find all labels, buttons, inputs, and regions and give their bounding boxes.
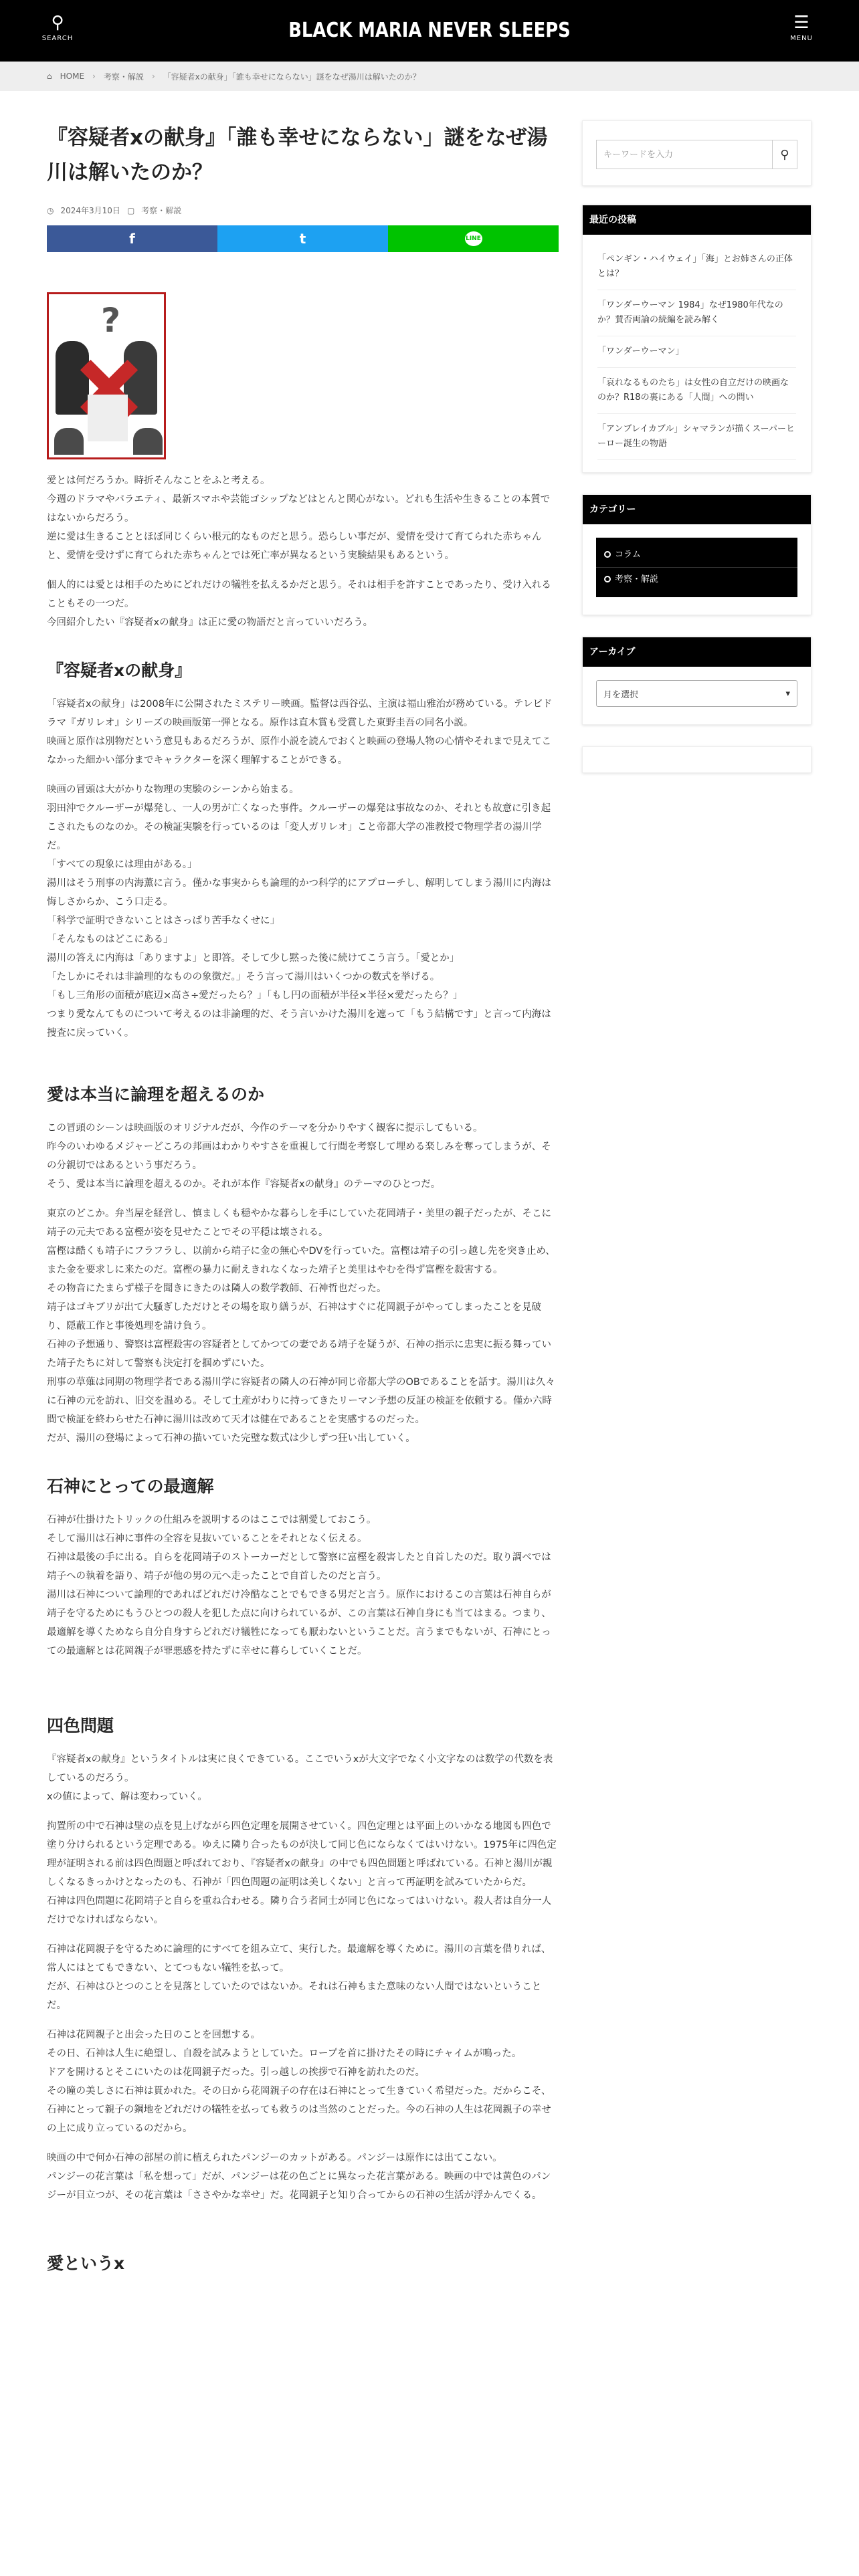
line-share-button[interactable] [388, 225, 559, 252]
home-icon: ⌂ [47, 72, 52, 81]
twitter-share-button[interactable] [217, 225, 388, 252]
search-label: SEARCH [41, 35, 74, 42]
paragraph: その物音にたまらず様子を聞きにきたのは隣人の数学教師、石神哲也だった。 [47, 1283, 387, 1294]
article-body [47, 471, 559, 2276]
paragraph: 石神が仕掛けたトリックの仕組みを説明するのはここでは割愛しておこう。 [47, 1515, 377, 1525]
facebook-icon: f [129, 231, 135, 247]
search-submit-button[interactable] [773, 140, 797, 169]
article [47, 120, 559, 2276]
site-title-link[interactable]: BLACK MARIA NEVER SLEEPS [288, 19, 571, 42]
search-input[interactable] [596, 140, 773, 169]
paragraph: 石神は花岡親子を守るために論理的にすべてを組み立て、実行した。最適解を導くために。湯川の言葉を借りれば、常人にはとてもできない、とてつもない犠牲を払って。 [47, 1944, 551, 1973]
breadcrumb-home-link[interactable]: HOME [60, 72, 85, 81]
widget-title: アーカイブ [583, 637, 811, 667]
paragraph: 映画と原作は別物だという意見もあるだろうが、原作小説を読んでおくと映画の登場人物の心情やそれまで見えてこなかった細かい部分までキャラクターを深く理解することができる。 [47, 736, 551, 766]
paragraph: 石神は四色問題に花岡靖子と自らを重ね合わせる。隣り合う者同士が同じ色になってはいけない。殺人者は自分一人だけでなければならない。 [47, 1896, 551, 1925]
post-date: 2024年3月10日 [60, 206, 120, 215]
chevron-down-icon: ▾ [785, 688, 790, 699]
section-heading: 愛というx [47, 2254, 125, 2273]
paragraph: 「科学で証明できないことはさっぱり苦手なくせに」 [47, 916, 280, 926]
site-header [0, 0, 859, 62]
recent-post-link[interactable]: 「ペンギン・ハイウェイ」「海」とお姉さんの正体とは？ [597, 244, 796, 290]
twitter-icon: t [299, 231, 306, 247]
paragraph: 映画の冒頭は大がかりな物理の実験のシーンから始まる。 [47, 784, 299, 795]
category-label: コラム [615, 550, 641, 560]
chevron-right-icon: › [151, 72, 155, 81]
paragraph: その瞳の美しさに石神は貫かれた。その日から花岡親子の存在は石神にとって生きていく希望だった。だからこそ、石神にとって親子の鋼地をどれだけの犠牲を払っても救うのは当然のことだった。今の石神の人生は花岡親子の幸せの上に成り立っているのだから。 [47, 2086, 551, 2134]
category-link[interactable] [596, 568, 797, 592]
recent-posts-widget [582, 205, 812, 473]
paragraph: ドアを開けるとそこにいたのは花岡親子だった。引っ越しの挨拶で石神を訪れたのだ。 [47, 2067, 425, 2078]
hamburger-icon: ☰ [793, 13, 809, 33]
widget-title: 最近の投稿 [583, 205, 811, 235]
paragraph: 今回紹介したい『容疑者xの献身』は正に愛の物語だと言っていいだろう。 [47, 617, 373, 628]
recent-post-link[interactable]: 「アンブレイカブル」シャマランが描くスーパーヒーロー誕生の物語 [597, 414, 796, 460]
paragraph: 「容疑者xの献身」は2008年に公開されたミステリー映画。監督は西谷弘、主演は福山雅治が務めている。テレビドラマ『ガリレオ』シリーズの映画版第一弾となる。原作は直木賞も受賞した東野圭吾の同名小説。 [47, 699, 553, 728]
paragraph: 「すべての現象には理由がある。」 [47, 859, 197, 870]
paragraph: だが、湯川の登場によって石神の描いていた完璧な数式は少しずつ狂い出していく。 [47, 1433, 415, 1444]
widget-title: カテゴリー [583, 495, 811, 524]
clock-icon: ◷ [47, 205, 54, 215]
share-buttons [47, 225, 559, 252]
paragraph: xの値によって、解は変わっていく。 [47, 1792, 207, 1802]
article-meta [47, 205, 559, 216]
recent-post-link[interactable]: 「ワンダーウーマン 1984」なぜ1980年代なのか？賛否両論の続編を読み解く [597, 290, 796, 336]
sidebar [582, 120, 812, 773]
paragraph: 石神は最後の手に出る。自らを花岡靖子のストーカーだとして警察に富樫を殺害したと自首したのだ。取り調べでは靖子への執着を語り、靖子が他の男の元へ走ったことで自首したのだと言う。 [47, 1552, 551, 1582]
paragraph: その日、石神は人生に絶望し、自殺を試みようとしていた。ロープを首に掛けたその時にチャイムが鳴った。 [47, 2048, 522, 2059]
section-heading: 『容疑者xの献身』 [47, 661, 192, 680]
section-heading: 石神にとっての最適解 [47, 1477, 214, 1496]
circle-icon [604, 551, 611, 558]
archives-widget [582, 637, 812, 725]
paragraph: 湯川はそう刑事の内海薫に言う。僅かな事実からも論理的かつ科学的にアプローチし、解明してしまう湯川に内海は悔しさからか、こう口走る。 [47, 878, 551, 907]
circle-icon [604, 576, 611, 582]
menu-toggle-button[interactable] [781, 12, 822, 42]
category-link[interactable] [596, 543, 797, 568]
paragraph: 石神は花岡親子と出会った日のことを回想する。 [47, 2030, 260, 2040]
categories-widget [582, 494, 812, 615]
line-icon: LINE [465, 231, 482, 246]
paragraph: 刑事の草薙は同期の物理学者である湯川学に容疑者の隣人の石神が同じ帝都大学のOBであることを話す。湯川は久々に石神の元を訪れ、旧交を温める。そして土産がわりに持ってきたリーマン予想の反証の検証を依頼する。僅か六時間で検証を終わらせた石神に湯川は改めて天才は健在であることを実感するのだった。 [47, 1377, 555, 1425]
breadcrumb [0, 62, 859, 91]
paragraph: 「たしかにそれは非論理的なものの象徴だ。」そう言って湯川はいくつかの数式を挙げる。 [47, 972, 440, 982]
paragraph: 湯川は石神について論理的であればどれだけ冷酷なことでもできる男だと言う。原作におけるこの言葉は石神自らが靖子を守るためにもうひとつの殺人を犯した点に向けられているが、この言葉は石神自身にも当てはまる。つまり、最適解を導くためなら自分自身すらどれだけ犠牲になっても厭わないということだ。言うまでもないが、石神にとっての最適解とは花岡親子が罪悪感を持たずに幸せに暮らしていくことだ。 [47, 1590, 551, 1656]
paragraph: 羽田沖でクルーザーが爆発し、一人の男が亡くなった事件。クルーザーの爆発は事故なのか、それとも故意に引き起こされたものなのか。その検証実験を行っているのは「変人ガリレオ」こと帝都大学の准教授で物理学者の湯川学だ。 [47, 803, 551, 851]
paragraph: 個人的には愛とは相手のためにどれだけの犠牲を払えるかだと思う。それは相手を許すことであったり、受け入れることもその一つだ。 [47, 580, 551, 609]
article-title: 『容疑者xの献身』「誰も幸せにならない」謎をなぜ湯川は解いたのか？ [47, 126, 548, 185]
breadcrumb-category-link[interactable]: 考察・解説 [103, 72, 144, 82]
post-category-link[interactable]: 考察・解説 [141, 206, 182, 215]
paragraph: そう、愛は本当に論理を超えるのか。それが本作『容疑者xの献身』のテーマのひとつだ。 [47, 1179, 441, 1190]
paragraph: 靖子はゴキブリが出て大騒ぎしただけとその場を取り繕うが、石神はすぐに花岡親子がやってしまったことを見破り、隠蔽工作と事後処理を請け負う。 [47, 1302, 541, 1331]
section-heading: 愛は本当に論理を超えるのか [47, 1085, 265, 1104]
menu-label: MENU [790, 35, 813, 42]
paragraph: パンジーの花言葉は「私を想って」だが、パンジーは花の色ごとに異なった花言葉がある。映画の中では黄色のパンジーが目立つが、その花言葉は「ささやかな幸せ」だ。花岡親子と知り合ってからの石神の生活が浮かんでくる。 [47, 2171, 551, 2201]
paragraph: 昨今のいわゆるメジャーどころの邦画はわかりやすさを重視して行間を考察して埋める楽しみを奪ってしまうが、その分親切ではあるという事だろう。 [47, 1142, 551, 1171]
paragraph: 拘置所の中で石神は壁の点を見上げながら四色定理を展開させていく。四色定理とは平面上のいかなる地図も四色で塗り分けられるという定理である。ゆえに隣り合ったものが決して同じ色にならなくてはいけない。1975年に四色定理が証明される前は四色問題と呼ばれており、『容疑者xの献身』の中でも四色問題と呼ばれている。石神と湯川が親しくなるきっかけとなったのも、石神が「四色問題の証明は美しくない」と言って再証明を試みていたからだ。 [47, 1821, 557, 1888]
paragraph: 「そんなものはどこにある」 [47, 934, 173, 945]
folder-icon: ▢ [126, 205, 135, 215]
paragraph: 湯川の答えに内海は「ありますよ」と即答。そして少し黙った後に続けてこう言う。「愛とか」 [47, 953, 460, 964]
paragraph: 逆に愛は生きることとほぼ同じくらい根元的なものだと思う。恐らしい事だが、愛情を受けて育てられた赤ちゃんと、愛情を受けずに育てられた赤ちゃんとでは死亡率が異なるという実験結果もあるという。 [47, 532, 542, 561]
section-heading: 四色問題 [47, 1716, 114, 1735]
archive-select[interactable] [596, 680, 797, 707]
paragraph: 「もし三角形の面積が底辺×高さ÷愛だったら？」「もし円の面積が半径×半径×愛だったら？」 [47, 990, 463, 1001]
search-widget [582, 120, 812, 186]
search-icon: ⚲ [780, 147, 789, 162]
paragraph: つまり愛なんてものについて考えるのは非論理的だ、そう言いかけた湯川を遮って「もう結構です」と言って内海は捜査に戻っていく。 [47, 1009, 551, 1039]
facebook-share-button[interactable] [47, 225, 217, 252]
paragraph: 東京のどこか。弁当屋を経営し、慎ましくも穏やかな暮らしを手にしていた花岡靖子・美里の親子だったが、そこに靖子の元夫である富樫が姿を見せたことでその平穏は壊される。 [47, 1208, 551, 1238]
paragraph: 映画の中で何か石神の部屋の前に植えられたパンジーのカットがある。パンジーは原作には出てこない。 [47, 2153, 502, 2163]
paragraph: そして湯川は石神に事件の全容を見抜いていることをそれとなく伝える。 [47, 1533, 367, 1544]
recent-post-link[interactable]: 「ワンダーウーマン」 [597, 336, 796, 368]
paragraph: 今週のドラマやバラエティ、最新スマホや芸能ゴシップなどはとんと関心がない。どれも生活や生きることの本質ではないからだろう。 [47, 494, 551, 524]
paragraph: 富樫は酷くも靖子にフラフラし、以前から靖子に金の無心やDVを行っていた。富樫は靖子の引っ越し先を突き止め、また金を要求しに来たのだ。富樫の暴力に耐えきれなくなった靖子と美里はやむを得ず富樫を殺害する。 [47, 1246, 555, 1275]
archive-select-value: 月を選択 [603, 689, 639, 700]
breadcrumb-current: 「容疑者xの献身」「誰も幸せにならない」謎をなぜ湯川は解いたのか？ [163, 72, 421, 82]
search-icon: ⚲ [51, 13, 64, 33]
paragraph: 『容疑者xの献身』というタイトルは実に良くできている。ここでいうxが大文字でなく小文字なのは数学の代数を表しているのだろう。 [47, 1754, 553, 1784]
movie-poster-image: ? [47, 292, 166, 459]
chevron-right-icon: › [92, 72, 96, 81]
empty-widget [582, 746, 812, 773]
category-label: 考察・解説 [615, 574, 659, 584]
paragraph: 愛とは何だろうか。時折そんなことをふと考える。 [47, 475, 270, 486]
recent-post-link[interactable]: 「哀れなるものたち」は女性の自立だけの映画なのか？R18の裏にある「人間」への問い [597, 368, 796, 414]
paragraph: この冒頭のシーンは映画版のオリジナルだが、今作のテーマを分かりやすく観客に提示してもいる。 [47, 1123, 483, 1134]
paragraph: だが、石神はひとつのことを見落としていたのではないか。それは石神もまた意味のない人間ではないということだ。 [47, 1981, 542, 2011]
paragraph: 石神の予想通り、警察は富樫殺害の容疑者としてかつての妻である靖子を疑うが、石神の指示に忠実に振る舞っていた靖子たちに対して警察も決定打を掴めずにいた。 [47, 1339, 551, 1369]
